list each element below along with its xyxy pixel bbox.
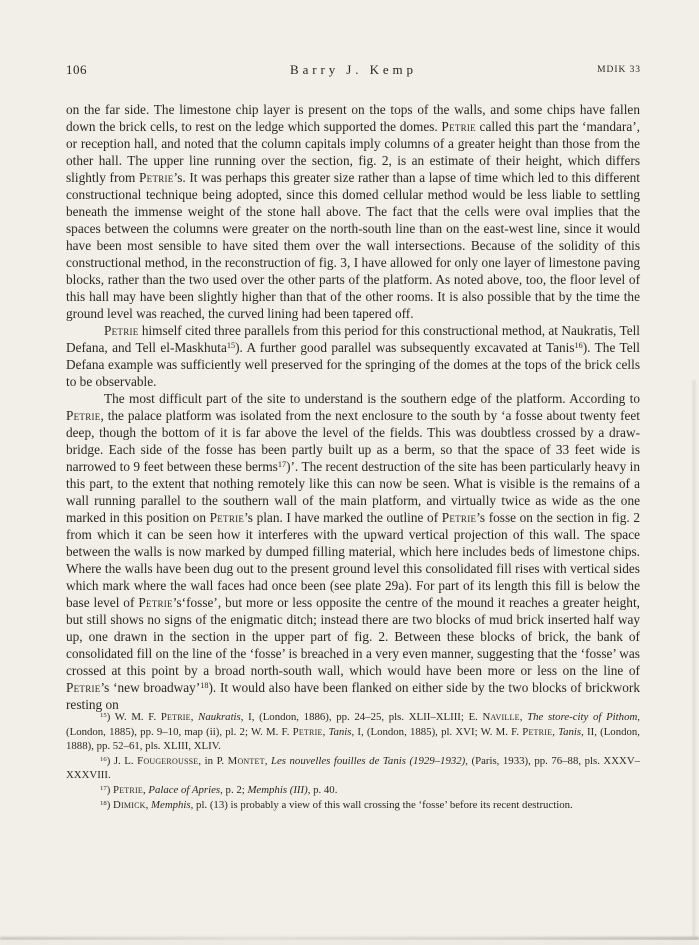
small-caps-name: Petrie — [112, 783, 143, 796]
small-caps-name: Petrie — [66, 408, 101, 423]
page-edge-strip — [0, 940, 699, 945]
small-caps-name: Petrie — [209, 510, 245, 525]
footnote: $^{18}$) Dimick, Memphis, pl. (13) is probably a view of this wall crossing the ‘fosse’ before its recent destruction. — [100, 798, 573, 811]
page-edge-shadow-right — [693, 380, 695, 937]
italic-title: Tanis — [558, 725, 582, 738]
italic-title: Memphis (III) — [247, 783, 308, 796]
small-caps-name: Petrie — [441, 119, 476, 134]
footnote-reference: 15 — [100, 712, 107, 719]
small-caps-name: Fougerousse — [137, 754, 199, 767]
italic-title: Les nouvelles fouilles de Tanis (1929–1932) — [271, 754, 466, 767]
small-caps-name: Montet — [227, 754, 265, 767]
italic-title: The store-city of Pithom — [527, 711, 638, 723]
footnote-reference: 16 — [100, 755, 107, 763]
italic-title: Memphis — [151, 798, 191, 811]
italic-title: Palace of Apries — [148, 783, 221, 796]
italic-title: Tanis — [328, 725, 352, 738]
page-number: 106 — [66, 62, 87, 77]
running-title: Barry J. Kemp — [290, 62, 417, 77]
paragraph: The most difficult part of the site to understand is the southern edge of the platform. According to Petrie, the palace platform was isolated from the next enclosure to the south by ‘a fosse about twenty feet deep, though the bottom of it is far above the level of the fields. This was doubtless crossed by a draw-bridge. Each side of the fosse has been partly built up as a berm, so that the space of 33 feet wide is narrowed to 9 feet between these berms$^{17}$)’. The recent destruction of the site has been particularly heavy in this part, to the extent that nothing remotely like this can now be seen. What is visible is the remains of a wall running parallel to the southern wall of the main platform, and virtually twice as wide as the one marked in this position on Petrie’s plan. I have marked the outline of Petrie’s fosse on the section in fig. 2 from which it can be seen how it interferes with the upward vertical projection of this wall. The space between the walls is now marked by dumped filling material, which here includes beds of limestone chips. Where the walls have been dug out to the present ground level this consolidated fill rises with vertical sides which mark where the wall faces had once been (see plate 29a). For part of its length this fill is below the base level of Petrie’s‘fosse’, but more or less opposite the centre of the mound it reaches a greater height, but still shows no signs of the enigmatic ditch; instead there are two blocks of mud brick inserted half way up, one drawn in the section in the upper part of fig. 2. Between these blocks of brick, the bank of consolidated fill on the line of the ‘fosse’ is breached in a very even manner, suggesting that the ‘fosse’ was crossed at this point by a broad north-south wall, which would have been more or less on the line of Petrie’s ‘new broadway’$^{18}$). It would also have been flanked on either side by the two blocks of brickwork resting on — [66, 391, 640, 712]
footnote: $^{17}$) Petrie, Palace of Apries, p. 2; Memphis (III), p. 40. — [100, 783, 338, 796]
journal-reference: MDIK 33 — [597, 65, 641, 75]
body-text — [66, 101, 640, 713]
paragraph: Petrie himself cited three parallels from this period for this constructional method, at Naukratis, Tell Defana, and Tell el-Maskhuta$^{15}$). A further good parallel was subsequently excavated at Tanis$^{16}$). The Tell Defana example was sufficiently well preserved for the springing of the domes at the tops of the brick cells to be observable. — [66, 323, 640, 389]
footnote-reference: 18 — [100, 799, 107, 807]
footnote-reference: 16 — [574, 341, 583, 351]
italic-title: Naukratis — [198, 711, 241, 723]
footnote-reference: 17 — [277, 460, 287, 470]
small-caps-name: Dimick — [112, 798, 146, 811]
footnotes — [66, 710, 640, 812]
small-caps-name: Petrie — [522, 725, 553, 738]
paragraph: on the far side. The limestone chip layer is present on the tops of the walls, and some chips have fallen down the brick cells, to rest on the ledge which supported the domes. Petrie called this part the ‘mandara’, or reception hall, and noted that the column capitals imply columns of a greater height than those from the other hall. The upper line running over the section, fig. 2, is an estimate of their height, which differs slightly from Petrie’s. It was perhaps this greater size rather than a lapse of time which led to this different constructional technique being adopted, since this domed cellular method would be less liable to settling beneath the immense weight of the stone hall above. The fact that the cells were oval implies that the spaces between the columns were greater on the north-south line than on the east-west line, since it would have been most sensible to have sited them over the wall intersections. Because of the solidity of this constructional method, in the reconstruction of fig. 3, I have allowed for only one layer of limestone paving blocks, rather than the two used over the other parts of the platform. As noted above, too, the floor level of this hall may have been slightly higher than that of the other rooms. It is also possible that by the time the ground level was reached, the curved lining had been tapered off. — [66, 102, 640, 321]
small-caps-name: Petrie — [139, 170, 174, 185]
footnote: $^{16}$) J. L. Fougerousse, in P. Montet, Les nouvelles fouilles de Tanis (1929–1932), (Paris, 1933), pp. 76–88, pls. XXXV–XXXVIII. — [66, 754, 641, 782]
footnote-reference: 17 — [100, 784, 107, 792]
small-caps-name: Petrie — [441, 510, 477, 525]
footnote-reference: 18 — [200, 681, 209, 691]
page-header — [66, 62, 641, 80]
small-caps-name: Petrie — [160, 711, 191, 723]
footnote: $^{15}$) W. M. F. Petrie, Naukratis, I, (London, 1886), pp. 24–25, pls. XLII–XLIII; E. Naville, The store-city of Pithom, (London, 1885), pp. 9–10, map (ii), pl. 2; W. M. F. Petrie, Tanis, I, (London, 1885), pl. XVI; W. M. F. Petrie, Tanis, II, (London, 1888), pp. 52–61, pls. XLIII, XLIV. — [66, 711, 640, 753]
small-caps-name: Naville — [482, 711, 520, 723]
small-caps-name: Petrie — [292, 725, 323, 738]
small-caps-name: Petrie — [104, 323, 139, 338]
small-caps-name: Petrie — [138, 595, 173, 610]
small-caps-name: Petrie — [66, 680, 101, 695]
footnote-reference: 15 — [226, 341, 236, 351]
